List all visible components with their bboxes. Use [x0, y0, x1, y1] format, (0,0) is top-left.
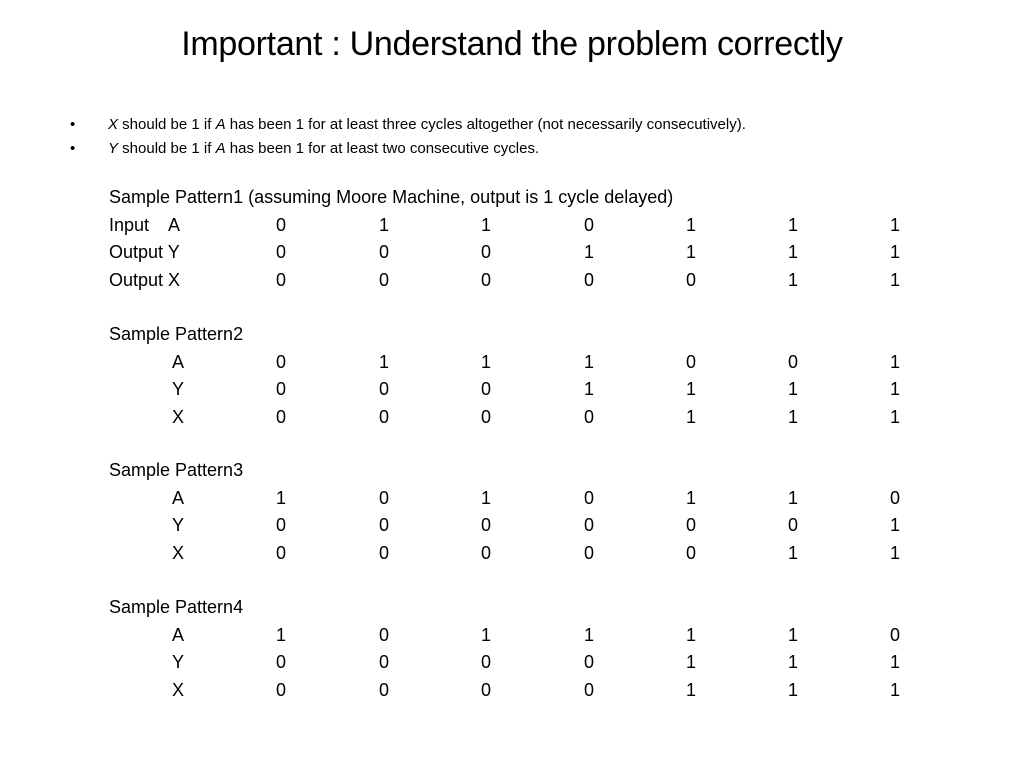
value-cell: 1	[480, 351, 491, 372]
row-label: A	[172, 351, 185, 372]
pattern-row	[0, 404, 1024, 430]
row-label: X	[172, 406, 185, 427]
value-cell: 1	[685, 379, 696, 399]
value-cell: 0	[685, 351, 696, 372]
value-cell: 1	[889, 351, 900, 372]
bullet-text: should be 1 if	[118, 116, 216, 133]
value-cell: 1	[889, 214, 900, 235]
bullet-dot: •	[70, 140, 76, 157]
pattern-title: Sample Pattern2	[109, 324, 244, 344]
value-cell: 0	[685, 515, 696, 535]
pattern-row	[0, 622, 1024, 648]
value-cell: 1	[787, 679, 798, 700]
value-cell: 0	[583, 652, 594, 672]
value-cell: 0	[378, 624, 389, 645]
bullet-item	[70, 137, 970, 161]
variable-y: Y	[108, 140, 119, 157]
row-label: X	[172, 679, 185, 700]
value-cell: 1	[685, 214, 696, 235]
row-label: Y	[172, 515, 185, 535]
pattern-title: Sample Pattern1 (assuming Moore Machine, output is 1 cycle delayed)	[109, 187, 674, 207]
value-cell: 1	[583, 242, 594, 262]
value-cell: 0	[378, 487, 389, 508]
value-cell: 0	[787, 351, 798, 372]
value-cell: 1	[685, 624, 696, 645]
value-cell: 0	[889, 624, 900, 645]
bullet-list	[70, 113, 970, 161]
value-cell: 0	[480, 542, 491, 563]
value-cell: 0	[275, 406, 286, 427]
bullet-text: has been 1 for at least two consecutive cycles.	[225, 140, 540, 157]
value-cell: 0	[480, 242, 491, 262]
value-cell: 0	[480, 406, 491, 427]
row-label: Y	[172, 652, 185, 672]
value-cell: 1	[787, 406, 798, 427]
value-cell: 0	[275, 214, 286, 235]
value-cell: 1	[275, 487, 286, 508]
value-cell: 1	[787, 487, 798, 508]
row-label: Y	[172, 379, 185, 399]
variable-a: A	[215, 116, 226, 133]
value-cell: 0	[275, 269, 286, 290]
pattern-row	[0, 239, 1024, 265]
value-cell: 0	[378, 652, 389, 672]
value-cell: 0	[889, 487, 900, 508]
value-cell: 0	[583, 679, 594, 700]
pattern-row	[0, 677, 1024, 703]
bullet-text: has been 1 for at least three cycles altogether (not necessarily consecutively).	[225, 116, 746, 133]
value-cell: 1	[275, 624, 286, 645]
value-cell: 1	[889, 515, 900, 535]
value-cell: 1	[787, 624, 798, 645]
value-cell: 0	[685, 269, 696, 290]
row-label: X	[172, 542, 185, 563]
value-cell: 1	[787, 269, 798, 290]
value-cell: 0	[378, 406, 389, 427]
pattern-row	[0, 212, 1024, 238]
value-cell: 0	[275, 542, 286, 563]
value-cell: 0	[685, 542, 696, 563]
value-cell: 0	[378, 679, 389, 700]
value-cell: 1	[787, 242, 798, 262]
value-cell: 1	[583, 379, 594, 399]
value-cell: 0	[275, 679, 286, 700]
value-cell: 1	[480, 214, 491, 235]
value-cell: 1	[685, 242, 696, 262]
value-cell: 0	[787, 515, 798, 535]
value-cell: 0	[378, 542, 389, 563]
value-cell: 1	[480, 624, 491, 645]
value-cell: 0	[480, 652, 491, 672]
value-cell: 1	[685, 406, 696, 427]
pattern-row	[0, 267, 1024, 293]
value-cell: 1	[378, 351, 389, 372]
pattern-row	[0, 512, 1024, 538]
value-cell: 1	[889, 406, 900, 427]
value-cell: 1	[787, 214, 798, 235]
variable-x: X	[108, 116, 119, 133]
pattern-row	[0, 349, 1024, 375]
bullet-dot: •	[70, 116, 76, 133]
pattern-row	[0, 376, 1024, 402]
row-label: Input A	[109, 214, 181, 235]
value-cell: 1	[378, 214, 389, 235]
value-cell: 0	[480, 679, 491, 700]
value-cell: 0	[275, 351, 286, 372]
value-cell: 1	[889, 269, 900, 290]
value-cell: 1	[889, 242, 900, 262]
value-cell: 0	[275, 242, 286, 262]
value-cell: 0	[378, 269, 389, 290]
value-cell: 0	[583, 542, 594, 563]
value-cell: 0	[583, 214, 594, 235]
value-cell: 0	[583, 406, 594, 427]
value-cell: 1	[685, 679, 696, 700]
value-cell: 1	[583, 624, 594, 645]
value-cell: 0	[583, 269, 594, 290]
pattern-row	[0, 540, 1024, 566]
value-cell: 1	[685, 652, 696, 672]
row-label: A	[172, 624, 185, 645]
value-cell: 0	[378, 242, 389, 262]
value-cell: 1	[787, 652, 798, 672]
pattern-title: Sample Pattern3	[109, 460, 244, 480]
value-cell: 1	[889, 379, 900, 399]
value-cell: 1	[583, 351, 594, 372]
row-label: Output X	[109, 269, 181, 290]
value-cell: 1	[787, 542, 798, 563]
variable-a: A	[215, 140, 226, 157]
value-cell: 1	[685, 487, 696, 508]
value-cell: 0	[480, 269, 491, 290]
pattern-title: Sample Pattern4	[109, 597, 244, 617]
value-cell: 1	[889, 679, 900, 700]
row-label: A	[172, 487, 185, 508]
bullet-item	[70, 113, 970, 137]
value-cell: 1	[480, 487, 491, 508]
slide-title: Important : Understand the problem correctly	[181, 25, 843, 63]
value-cell: 0	[480, 379, 491, 399]
value-cell: 0	[275, 515, 286, 535]
value-cell: 1	[787, 379, 798, 399]
value-cell: 0	[480, 515, 491, 535]
value-cell: 0	[275, 652, 286, 672]
value-cell: 0	[378, 515, 389, 535]
value-cell: 0	[378, 379, 389, 399]
value-cell: 0	[275, 379, 286, 399]
value-cell: 0	[583, 515, 594, 535]
value-cell: 1	[889, 542, 900, 563]
pattern-row	[0, 485, 1024, 511]
row-label: Output Y	[109, 242, 180, 262]
pattern-row	[0, 649, 1024, 675]
bullet-text: should be 1 if	[118, 140, 216, 157]
value-cell: 1	[889, 652, 900, 672]
value-cell: 0	[583, 487, 594, 508]
